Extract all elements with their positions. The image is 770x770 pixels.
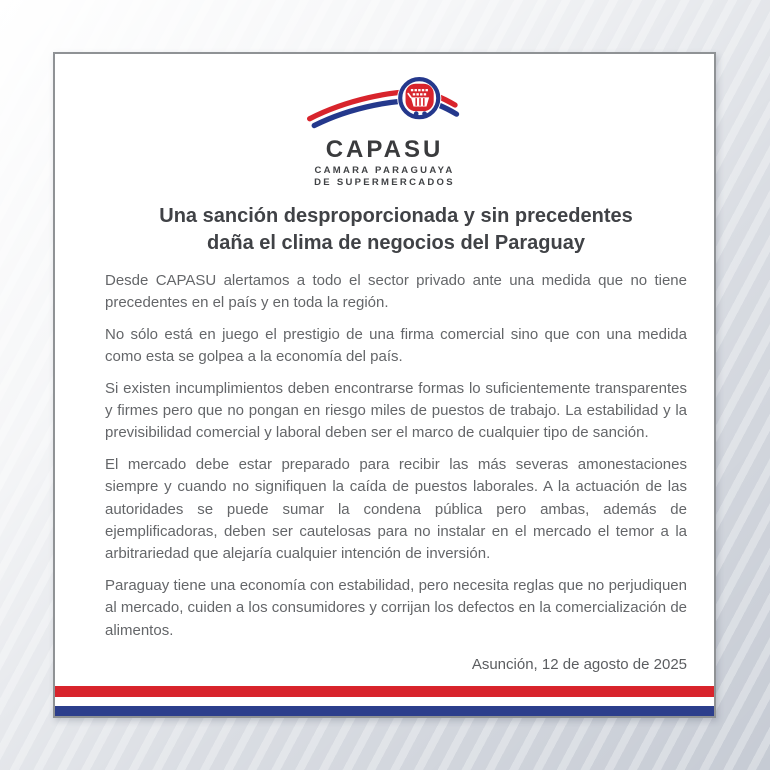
dateline: Asunción, 12 de agosto de 2025 — [471, 656, 687, 674]
statement-title-line2: daña el clima de negocios del Paraguay — [207, 232, 585, 254]
statement-content — [55, 203, 714, 673]
statement-title-line1: Una sanción desproporcionada y sin precedentes — [159, 205, 633, 227]
statement-card — [53, 52, 716, 718]
flag-stripe-red — [55, 686, 714, 697]
logo-tagline-line2: DE SUPERMERCADOS — [314, 177, 455, 188]
statement-title — [105, 203, 687, 257]
logo — [55, 54, 714, 188]
statement-body — [105, 270, 687, 642]
statement-paragraph: Desde CAPASU alertamos a todo el sector privado ante una medida que no tiene precedentes en el país y en toda la región. — [105, 272, 687, 312]
flag-stripe-white — [55, 697, 714, 706]
logo-tagline-line1: CAMARA PARAGUAYA — [314, 165, 455, 176]
statement-paragraph: El mercado debe estar preparado para recibir las más severas amonestaciones siempre y cuando no signifiquen la caída de puestos laborales. A la actuación de las autoridades se puede sumar la condena pública pero ambas, además de ejemplificadoras, deben ser cautelosas para no instalar en el mercado el temor a la arbitrariedad que alejaría cualquier intención de inversión. — [105, 455, 687, 563]
statement-paragraph: No sólo está en juego el prestigio de una firma comercial sino que con una medida como esta se golpea a la economía del país. — [105, 325, 687, 366]
statement-paragraph: Si existen incumplimientos deben encontrarse formas lo suficientemente transparentes y firmes pero que no pongan en riesgo miles de puestos de trabajo. La estabilidad y la previsibilidad comercial y laboral deben ser el marco de cualquier tipo de sanción. — [105, 379, 687, 442]
paraguay-flag-stripes — [55, 686, 714, 716]
statement-paragraph: Paraguay tiene una economía con estabilidad, pero necesita reglas que no perjudiquen al mercado, cuiden a los consumidores y corrijan los defectos en la comercialización de alimentos. — [105, 576, 687, 639]
flag-stripe-blue — [55, 706, 714, 716]
capasu-cart-logo-icon — [304, 70, 466, 140]
logo-wordmark: CAPASU — [325, 136, 444, 163]
